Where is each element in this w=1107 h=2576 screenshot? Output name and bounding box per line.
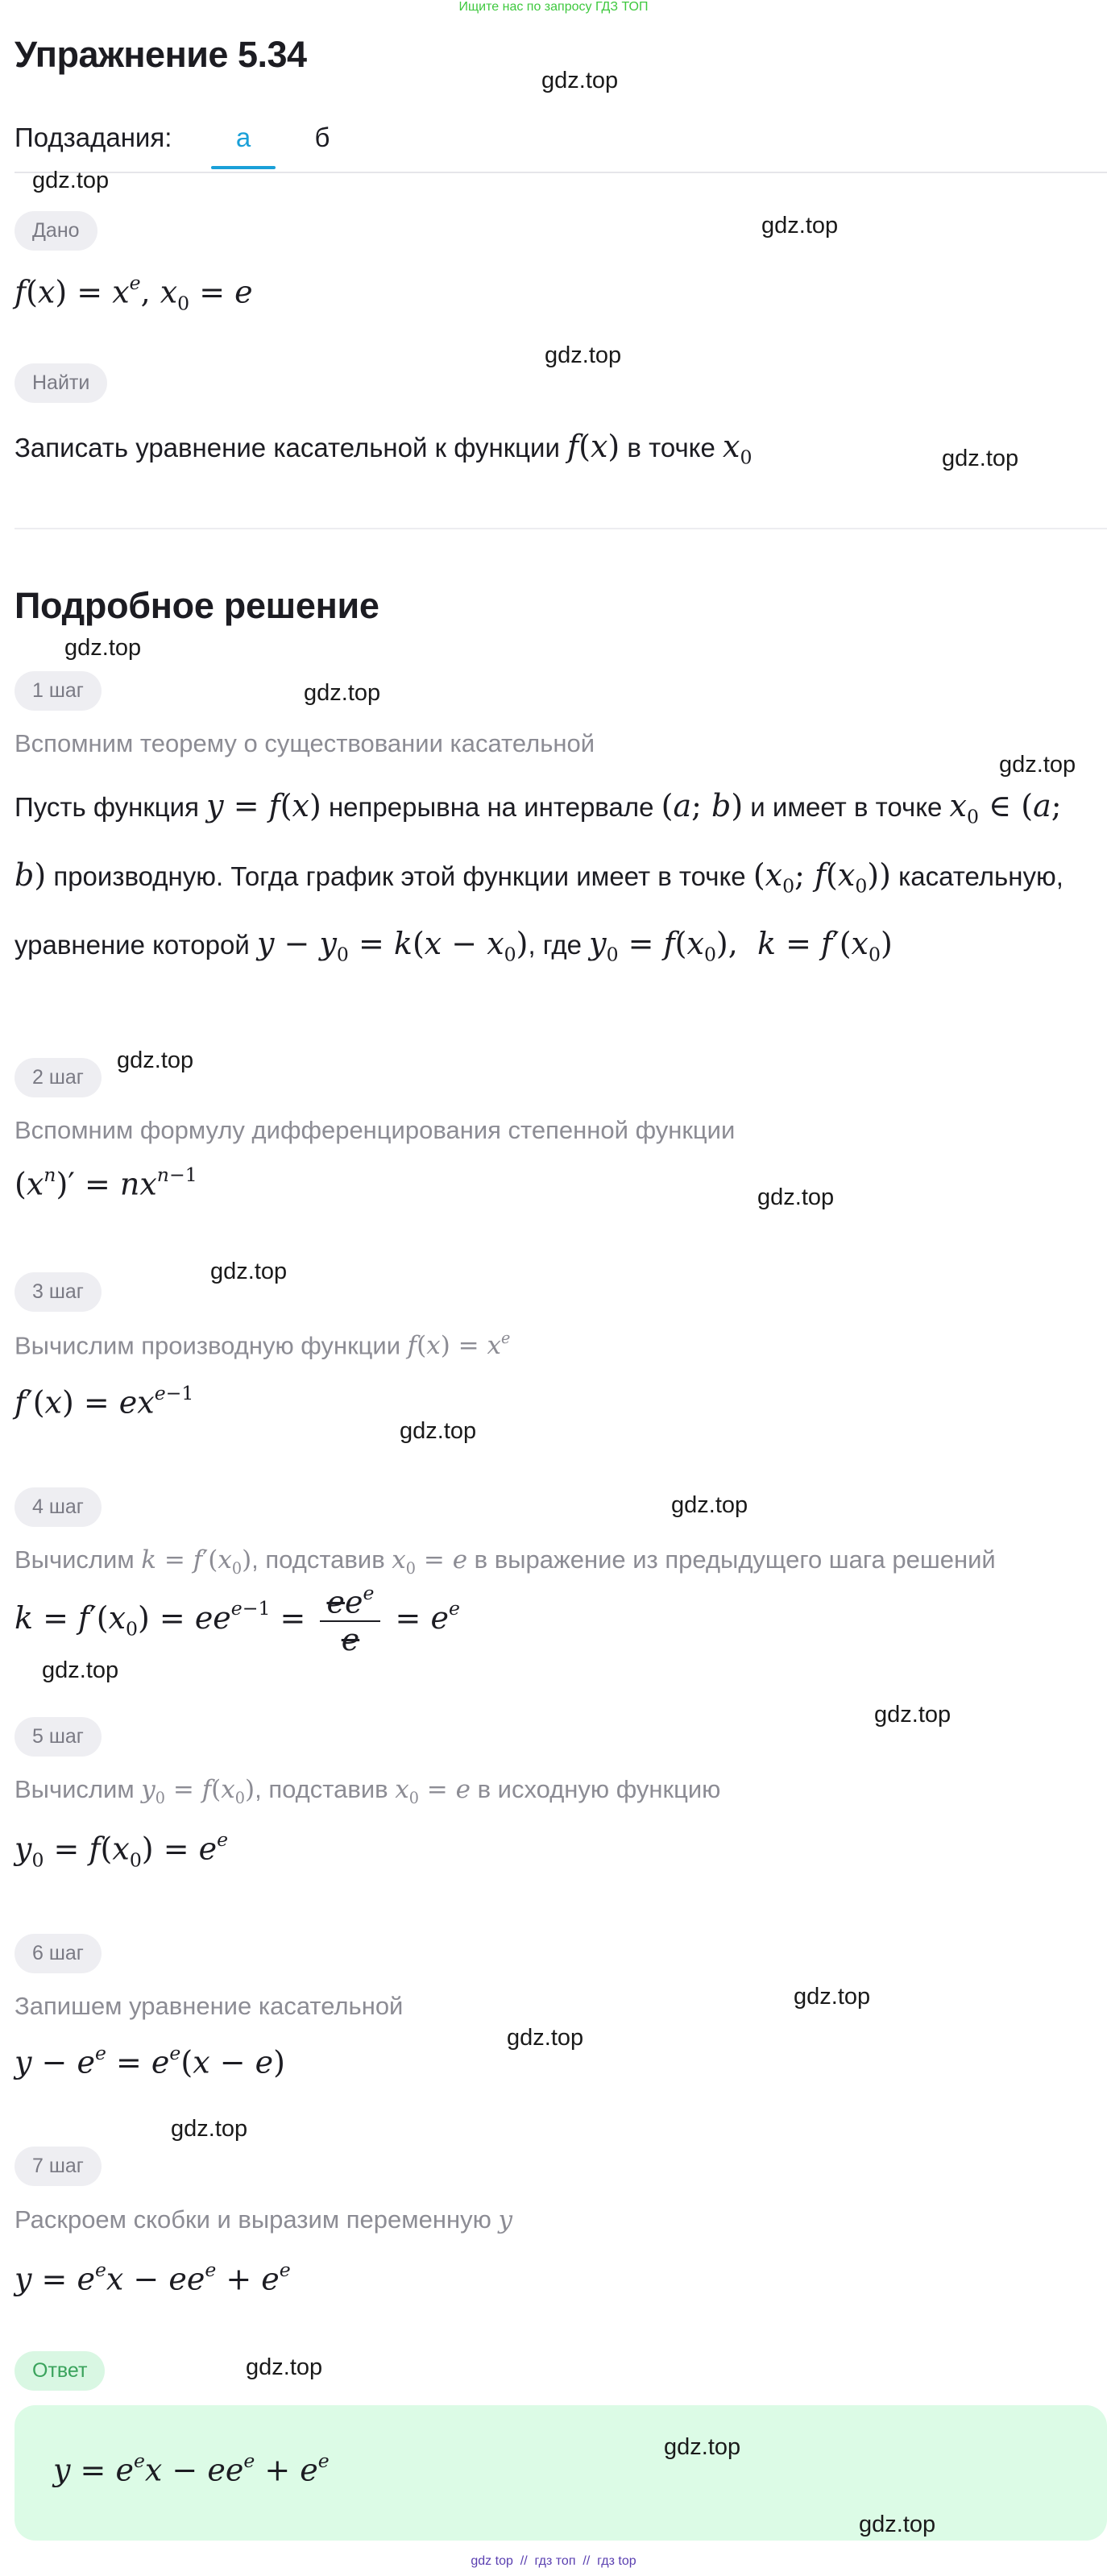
tab-subtask-a[interactable]: а bbox=[235, 122, 251, 152]
step-7-formula: $y = e^ex - ee^e + e^e$ bbox=[15, 2259, 291, 2297]
step-6-formula: $y - e^e = e^e(x - e)$ bbox=[15, 2042, 285, 2080]
watermark: gdz.top bbox=[246, 2354, 323, 2380]
watermark: gdz.top bbox=[999, 752, 1076, 778]
step-1-chip: 1 шаг bbox=[15, 671, 102, 711]
step-7-hint: Раскроем скобки и выразим переменную y bbox=[15, 2205, 512, 2234]
page-title: Упражнение 5.34 bbox=[15, 34, 307, 75]
find-chip: Найти bbox=[15, 363, 107, 403]
step-2-formula: $(x^n)' = nx^{n-1}$ bbox=[15, 1164, 197, 1202]
watermark: gdz.top bbox=[874, 1702, 952, 1728]
watermark: gdz.top bbox=[859, 2512, 936, 2537]
step-4-hint: Вычислим $k = f'(x_0)$, подставив $x_0 = e$ в выражение из предыдущего шага решений bbox=[15, 1545, 996, 1578]
watermark: gdz.top bbox=[507, 2025, 584, 2051]
tabs-divider bbox=[15, 172, 1107, 173]
watermark: gdz.top bbox=[671, 1492, 748, 1518]
watermark: gdz.top bbox=[304, 680, 381, 706]
step-6-chip: 6 шаг bbox=[15, 1934, 102, 1973]
active-tab-indicator bbox=[211, 166, 276, 169]
step-3-formula: $f'(x) = ex^{e-1}$ bbox=[15, 1382, 194, 1421]
step-5-formula: $y_0 = f(x_0) = e^e$ bbox=[15, 1828, 229, 1872]
step-2-chip: 2 шаг bbox=[15, 1058, 102, 1097]
step-1-body: Пусть функция y = f(x) непрерывна на интервале (a; b) и имеет в точке $x_0$ ∈ (a; b) производную. Тогда график этой функции имеет в точке ($x_0$; $f(x_0)$) касательную, уравнение которой $y - y_0 = k(x - x_0)$, где $y_0 = f(x_0)$, $k = f'(x_0)$ bbox=[15, 788, 1063, 966]
step-2-hint: Вспомним формулу дифференцирования степенной функции bbox=[15, 1116, 736, 1144]
watermark: gdz.top bbox=[942, 446, 1019, 471]
step-7-chip: 7 шаг bbox=[15, 2147, 102, 2186]
given-chip: Дано bbox=[15, 211, 97, 251]
watermark: gdz.top bbox=[757, 1184, 835, 1210]
footer-note: gdz top // гдз топ // гдз top bbox=[471, 2554, 636, 2568]
watermark: gdz.top bbox=[210, 1259, 288, 1284]
answer-chip: Ответ bbox=[15, 2351, 105, 2391]
tab-subtask-b[interactable]: б bbox=[314, 122, 330, 152]
step-5-chip: 5 шаг bbox=[15, 1717, 102, 1757]
watermark: gdz.top bbox=[64, 635, 142, 661]
watermark: gdz.top bbox=[171, 2116, 248, 2142]
step-4-chip: 4 шаг bbox=[15, 1487, 102, 1527]
section-divider bbox=[15, 528, 1107, 529]
step-4-formula: $k = f'(x_0) = ee^{e-1}$ = $\frac{ee^e}{e}$ = $e^e$ bbox=[15, 1582, 460, 1657]
watermark: gdz.top bbox=[400, 1418, 477, 1444]
watermark: gdz.top bbox=[541, 68, 619, 93]
watermark: gdz.top bbox=[664, 2434, 741, 2460]
watermark: gdz.top bbox=[794, 1984, 871, 2010]
top-search-note: Ищите нас по запросу ГДЗ ТОП bbox=[458, 0, 649, 14]
watermark: gdz.top bbox=[42, 1657, 119, 1683]
watermark: gdz.top bbox=[117, 1047, 194, 1073]
find-text: Записать уравнение касательной к функции f(x) в точке $x_0$ bbox=[15, 429, 753, 469]
step-3-hint: Вычислим производную функции $f(x) = x^e$ bbox=[15, 1328, 511, 1361]
watermark: gdz.top bbox=[32, 168, 110, 193]
subtasks-label: Подзадания: bbox=[15, 122, 172, 152]
watermark: gdz.top bbox=[761, 213, 839, 239]
answer-formula: $y = e^ex - ee^e + e^e$ bbox=[53, 2449, 330, 2488]
watermark: gdz.top bbox=[545, 342, 622, 368]
step-1-hint: Вспомним теорему о существовании касательной bbox=[15, 729, 595, 757]
given-formula: $f(x) = x^e$, $x_0 = e$ bbox=[15, 272, 253, 315]
solution-title: Подробное решение bbox=[15, 585, 379, 626]
step-6-hint: Запишем уравнение касательной bbox=[15, 1992, 404, 2020]
step-3-chip: 3 шаг bbox=[15, 1272, 102, 1312]
step-5-hint: Вычислим $y_0 = f(x_0)$, подставив $x_0 = e$ в исходную функцию bbox=[15, 1775, 721, 1808]
